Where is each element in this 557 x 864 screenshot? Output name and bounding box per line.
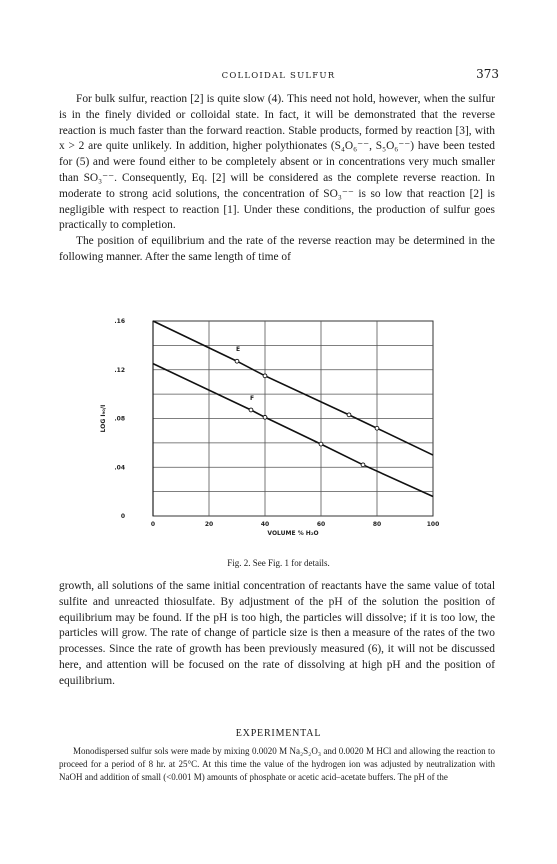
experimental-text [59, 745, 495, 785]
y-tick-label: .04 [114, 464, 125, 472]
x-tick-label: 40 [260, 521, 270, 528]
series-line-F [153, 364, 433, 497]
series-label: E [235, 346, 241, 354]
y-tick-label: .16 [114, 318, 125, 325]
figure-2-chart [95, 312, 445, 552]
x-tick-label: 80 [372, 521, 382, 528]
chart-svg [95, 312, 445, 552]
data-point [319, 442, 323, 446]
y-tick-label: 0 [120, 513, 125, 520]
data-point [249, 408, 253, 412]
paragraph: The position of equilibrium and the rate of the reverse reaction may be determined in the following manner. After the same length of time of [59, 235, 495, 263]
running-title: COLLOIDAL SULFUR [221, 71, 336, 81]
page-number: 373 [476, 67, 499, 81]
x-tick-label: 20 [204, 521, 214, 528]
chart-grid [153, 321, 433, 516]
paragraph: For bulk sulfur, reaction [2] is quite slow (4). This need not hold, however, when the sulfur is in the finely divided or colloidal state. In fact, it will be demonstrated that the reverse reaction is much faster than the forward reaction. Stable products, formed by reaction [3], with x > 2 are quite unlikely. In addition, higher polythionates (S₄O₆⁻⁻, S₅O₆⁻⁻) have been tested for (5) and were found either to be completely absent or in concentrations very much smaller than SO₃⁻⁻. Consequently, Eq. [2] will be considered as the complete reverse reaction. In moderate to strong acid solutions, the concentration of SO₃⁻⁻ is so low that reaction [2] is negligible with respect to reaction [1]. Under these conditions, the production of sulfur goes practically to completion. [59, 93, 495, 232]
section-heading: EXPERIMENTAL [235, 728, 322, 739]
text-block-bottom [59, 579, 495, 690]
x-axis-label: VOLUME % H₂O [267, 530, 319, 537]
series-label: F [249, 394, 255, 402]
data-point [263, 374, 267, 378]
data-point [263, 415, 267, 419]
y-tick-label: .08 [114, 415, 125, 423]
y-axis-label: LOG I₉₀/I [100, 404, 107, 433]
y-tick-label: .12 [114, 366, 125, 374]
paragraph: growth, all solutions of the same initial concentration of reactants have the same value of total sulfite and unreacted thiosulfate. By adjustment of the pH of the solution the position of equilibrium may be found. If the pH is too high, the particles will dissolve; if it is too low, the particles will grow. The rate of change of particle size is then a measure of the rates of the two processes. Since the rate of growth has been previously measured (6), it will not be discussed here, and attention will be focused on the rate of dissolving at high pH and the position of equilibrium. [59, 580, 495, 687]
figure-caption: Fig. 2. See Fig. 1 for details. [227, 558, 330, 568]
x-tick-label: 0 [150, 521, 156, 528]
data-point [235, 359, 239, 363]
data-point [347, 413, 351, 417]
x-tick-label: 100 [426, 521, 440, 528]
paragraph: Monodispersed sulfur sols were made by mixing 0.0020 M Na₂S₂O₃ and 0.0020 M HCl and allowing the reaction to proceed for a period of 8 hr. at 25°C. At this time the value of the hydrogen ion was adjusted by neutralization with NaOH and addition of small (<0.001 M) amounts of phosphate or acetic acid–acetate buffers. The pH of the [59, 746, 495, 783]
chart-series [153, 321, 433, 497]
data-point [361, 463, 365, 467]
x-tick-label: 60 [316, 521, 326, 528]
text-block-top [59, 92, 495, 266]
series-line-E [153, 321, 433, 455]
data-point [375, 426, 379, 430]
